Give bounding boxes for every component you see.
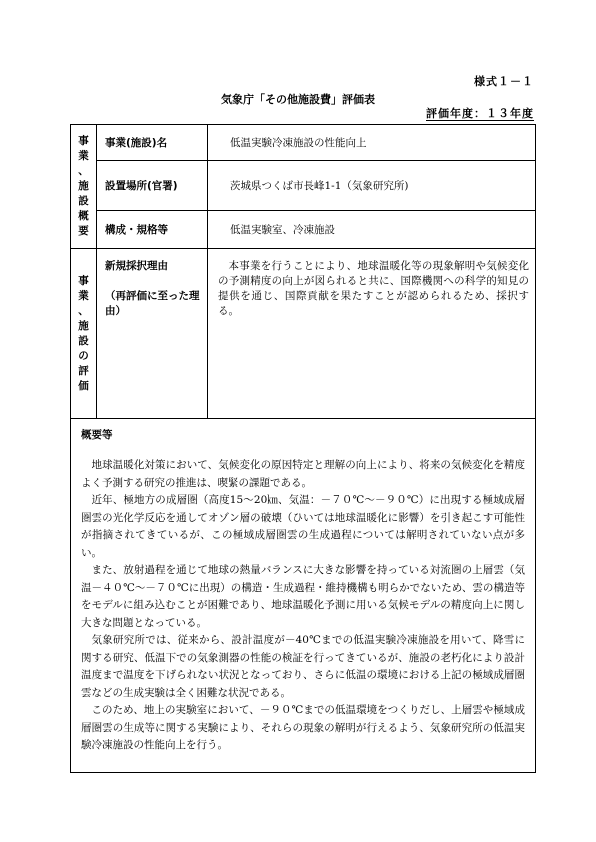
summary-cell — [71, 419, 536, 773]
spec-value: 低温実験室、冷凍施設 — [208, 211, 536, 249]
summary-paragraph: 地球温暖化対策において、気候変化の原因特定と理解の向上により、将来の気候変化を精度よく予測する研究の推進は、喫緊の課題である。 — [81, 459, 525, 489]
overview-side-label: 事 業 、 施 設 概 要 — [71, 125, 97, 249]
summary-title: 概要等 — [81, 429, 113, 441]
adoption-reason-text: 本事業を行うことにより、地球温暖化等の現象解明や気候変化の予測精度の向上が図られると共に、国際機関への科学的知見の提供を通じ、国際貢献を果たすことが認められるため、採択する。 — [208, 249, 536, 419]
evaluation-year: 評価年度：１３年度 — [426, 107, 534, 120]
project-name-label: 事業(施設)名 — [97, 125, 208, 161]
evaluation-form-table — [70, 124, 536, 773]
overview-row-spec — [71, 211, 536, 249]
form-number: 様式１－１ — [474, 75, 534, 88]
evaluation-row — [71, 249, 536, 419]
page-title: 気象庁「その他施設費」評価表 — [221, 93, 375, 106]
summary-paragraph: 近年、極地方の成層圏（高度15～20㎞、気温：－７０℃～－９０℃）に出現する極域成層圏雲の光化学反応を通してオゾン層の破壊（ひいては地球温暖化に影響）を引き起こす可能性が指摘されてきているが、この極域成層圏雲の生成過程については解明されていない点が多い。 — [81, 494, 525, 559]
evaluation-side-label: 事 業 、 施 設 の 評 価 — [71, 249, 97, 419]
summary-row — [71, 419, 536, 773]
location-label: 設置場所(官署) — [97, 161, 208, 211]
summary-paragraph: 気象研究所では、従来から、設計温度が－40℃までの低温実験冷凍施設を用いて、降雪に関する研究、低温下での気象測器の性能の検証を行ってきているが、施設の老朽化により設計温度まで温度を下げられない状況となっており、さらに低温の環境における上記の極域成層圏雲などの生成実験は全く困難な状況である。 — [81, 634, 525, 699]
evaluation-year-underline — [426, 120, 534, 121]
overview-row-location — [71, 161, 536, 211]
spec-label: 構成・規格等 — [97, 211, 208, 249]
summary-paragraph: このため、地上の実験室において、－９０℃までの低温環境をつくりだし、上層雲や極域成層圏雲の生成等に関する実験により、それらの現象の解明が行えるよう、気象研究所の低温実験冷凍施設の性能向上を行う。 — [81, 704, 525, 751]
adoption-reason-label: 新規採択理由 （再評価に至った理由） — [97, 249, 208, 419]
reevaluation-reason-label: （再評価に至った理由） — [105, 290, 200, 317]
summary-paragraph: また、放射過程を通じて地球の熱量バランスに大きな影響を持っている対流圏の上層雲（気温－４０℃～－７０℃に出現）の構造・生成過程・維持機構も明らかでないため、雲の構造等をモデルに組み込むことが困難であり、地球温暖化予測に用いる気候モデルの精度向上に関し大きな問題となっている。 — [81, 564, 525, 629]
project-name-value: 低温実験冷凍施設の性能向上 — [208, 125, 536, 161]
location-value: 茨城県つくば市長峰1-1（気象研究所) — [208, 161, 536, 211]
overview-row-name — [71, 125, 536, 161]
